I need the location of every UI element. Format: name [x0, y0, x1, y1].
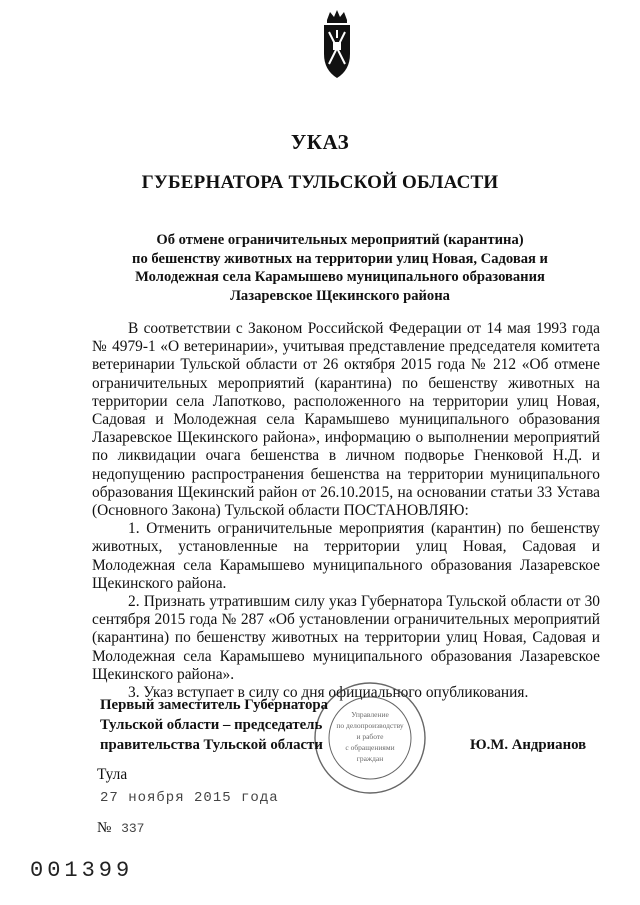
issue-date: 27 ноября 2015 года [100, 790, 279, 806]
form-serial-number: 001399 [30, 858, 134, 883]
subject-line: Лазаревское Щекинского района [230, 287, 450, 304]
body-paragraph-item-1: 1. Отменить ограничительные мероприятия (карантин) по бешенству животных, установленные на территории улиц Новая, Садовая и Молодежная села Карамышево муниципального образования Лазаревское Щекинского района. [92, 520, 600, 592]
body-paragraph-item-2: 2. Признать утратившим силу указ Губернатора Тульской области от 30 сентября 2015 года № 287 «Об установлении ограничительных мероприятий (карантина) по бешенству животных на территории улиц Новая, Садовая и Молодежная села Карамышево муниципального образования Лазаревское Щекинского района». [92, 593, 600, 683]
subject-line: по бешенству животных на территории улиц Новая, Садовая и [132, 250, 548, 267]
subject-line: Молодежная села Карамышево муниципального образования [135, 269, 545, 286]
document-issuer: ГУБЕРНАТОРА ТУЛЬСКОЙ ОБЛАСТИ [141, 172, 499, 193]
tula-region-coat-of-arms-icon [320, 8, 354, 82]
body-paragraph-item-3: 3. Указ вступает в силу со дня официального опубликования. [128, 684, 529, 702]
stamp-line: Управление [351, 710, 389, 719]
issue-city: Тула [97, 766, 128, 783]
stamp-line: с обращениями [345, 743, 395, 752]
signatory-title [100, 695, 328, 755]
stamp-line: и работе [356, 732, 384, 741]
decree-body [92, 320, 600, 702]
signatory-title-line: правительства Тульской области [100, 737, 323, 753]
decree-number [97, 820, 144, 837]
stamp-line: граждан [356, 754, 384, 763]
decree-number-label: № [97, 820, 112, 836]
document-type: УКАЗ [290, 130, 350, 154]
signatory-title-line: Тульской области – председатель [100, 717, 323, 733]
signatory-name: Ю.М. Андрианов [470, 737, 587, 753]
official-stamp [312, 680, 428, 796]
decree-subject [110, 231, 570, 305]
body-paragraph-preamble: В соответствии с Законом Российской Федерации от 14 мая 1993 года № 4979-1 «О ветеринарии», учитывая представление председателя комитета ветеринарии Тульской области от 26 октября 2015 года № 212 «Об отмене ограничительных мероприятий (карантина) по бешенству животных на территории села Лапотково, расположенного на территории улиц Новая, Садовая и Молодежная села Карамышево муниципального образования Лазаревское Щекинского района», информацию о выполнении мероприятий по ликвидации очага бешенства в личном подворье Гненковой Н.Д. и недопущению распространения бешенства на территории муниципального образования Щекинский район от 26.10.2015, на основании статьи 33 Устава (Основного Закона) Тульской области ПОСТАНОВЛЯЮ: [92, 320, 600, 520]
subject-line: Об отмене ограничительных мероприятий (карантина) [156, 232, 524, 248]
stamp-line: по делопроизводству [336, 721, 404, 730]
signatory-title-line: Первый заместитель Губернатора [100, 697, 328, 713]
decree-number-value: 337 [121, 821, 145, 836]
